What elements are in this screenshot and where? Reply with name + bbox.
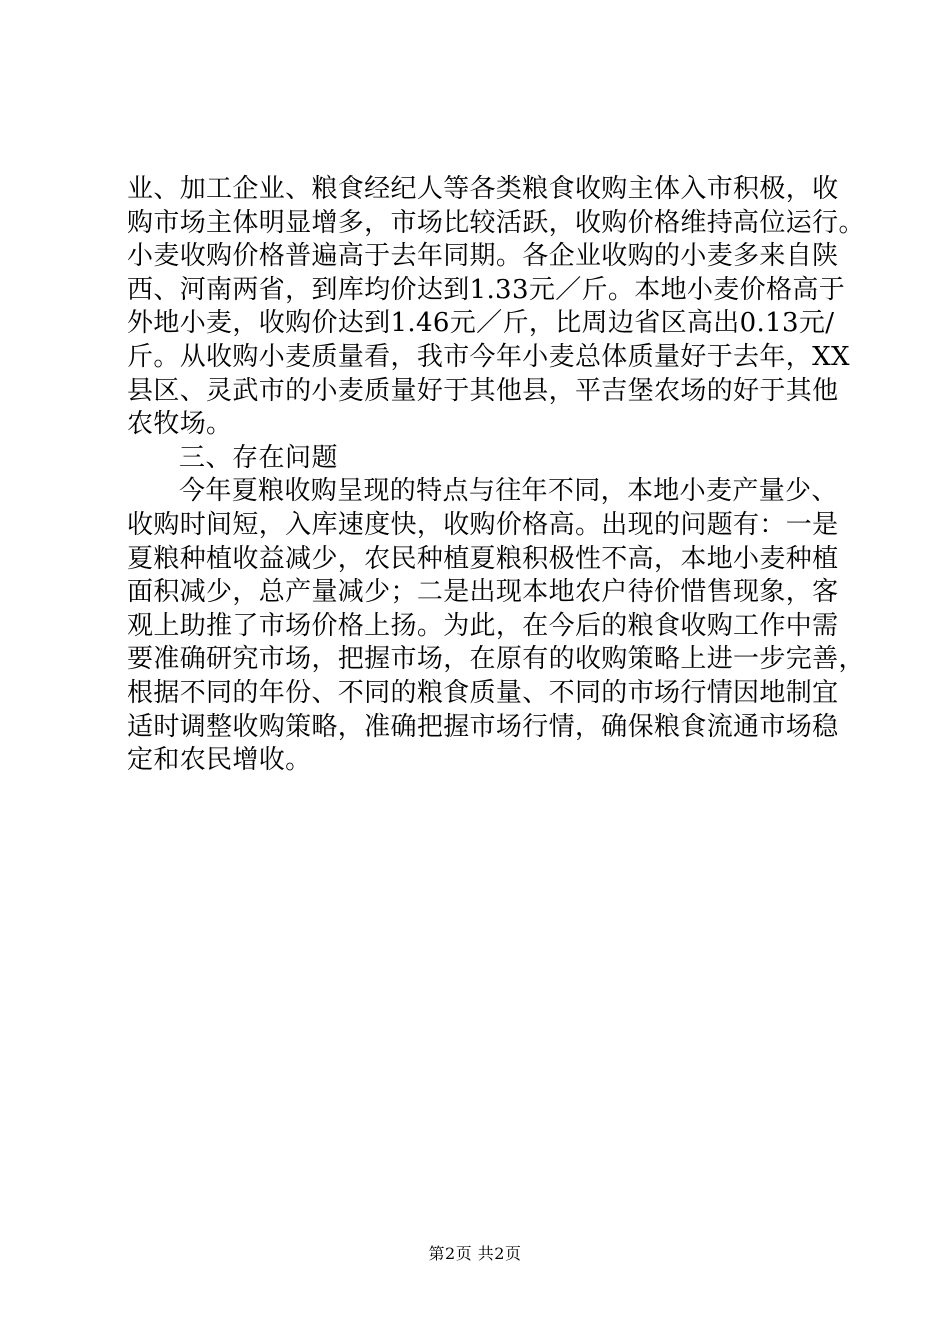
paragraph-line: 西、河南两省，到库均价达到1.33元／斤。本地小麦价格高于 — [127, 274, 846, 305]
paragraph-line: 根据不同的年份、不同的粮食质量、不同的市场行情因地制宜 — [127, 677, 839, 708]
paragraph-line: 收购时间短，入库速度快，收购价格高。出现的问题有：一是 — [127, 509, 839, 540]
paragraph-line: 面积减少，总产量减少；二是出现本地农户待价惜售现象，客 — [127, 577, 839, 608]
page-footer: 第2页 共2页 — [428, 1244, 522, 1263]
paragraph-line: 适时调整收购策略，准确把握市场行情，确保粮食流通市场稳 — [127, 711, 839, 742]
paragraph-line: 观上助推了市场价格上扬。为此，在今后的粮食收购工作中需 — [127, 610, 839, 641]
paragraph-line: 农牧场。 — [127, 409, 233, 440]
paragraph-line: 今年夏粮收购呈现的特点与往年不同，本地小麦产量少、 — [179, 476, 838, 507]
paragraph-line: 要准确研究市场，把握市场，在原有的收购策略上进一步完善， — [127, 644, 865, 675]
paragraph-line: 夏粮种植收益减少，农民种植夏粮积极性不高，本地小麦种植 — [127, 543, 839, 574]
paragraph-line: 定和农民增收。 — [127, 745, 312, 776]
paragraph-line: 县区、灵武市的小麦质量好于其他县，平吉堡农场的好于其他 — [127, 375, 839, 406]
paragraph-line: 业、加工企业、粮食经纪人等各类粮食收购主体入市积极，收 — [127, 174, 839, 204]
paragraph-line: 小麦收购价格普遍高于去年同期。各企业收购的小麦多来自陕 — [127, 241, 839, 272]
paragraph-line: 购市场主体明显增多，市场比较活跃，收购价格维持高位运行。 — [127, 207, 865, 238]
document-body — [127, 173, 865, 778]
paragraph-line: 斤。从收购小麦质量看，我市今年小麦总体质量好于去年，XX — [127, 341, 850, 372]
section-heading: 三、存在问题 — [179, 442, 339, 473]
paragraph-line: 外地小麦，收购价达到1.46元／斤，比周边省区高出0.13元/ — [127, 308, 835, 339]
